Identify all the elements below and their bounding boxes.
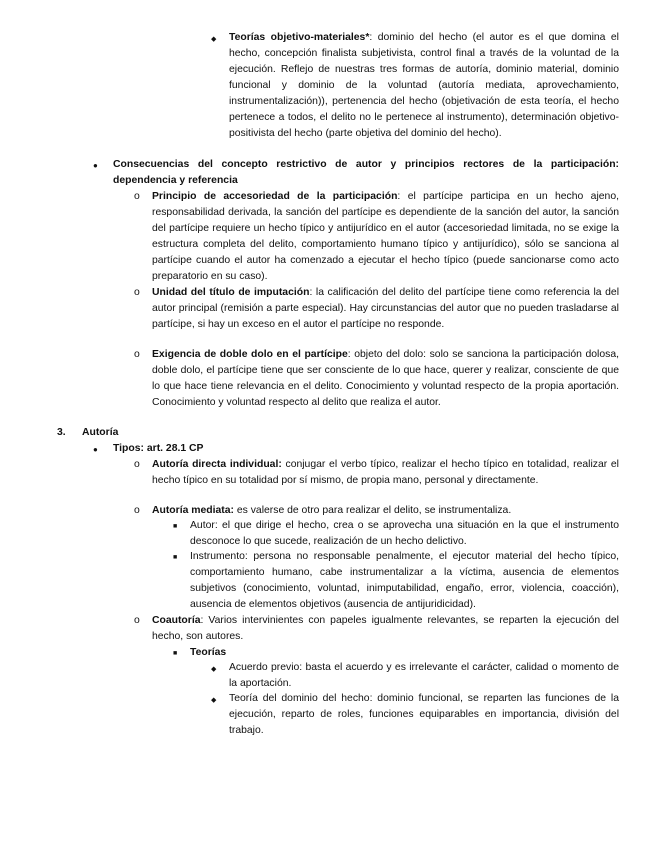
acuerdo-text: Acuerdo previo: basta el acuerdo y es irrelevante el carácter, calidad o momento de la aportación. bbox=[229, 662, 619, 689]
autoria-directa-term: Autoría directa individual: bbox=[152, 459, 282, 470]
circle-bullet-icon: o bbox=[134, 287, 140, 298]
autoria-mediata-item bbox=[152, 503, 619, 519]
autoria-directa-text: conjugar el verbo típico, realizar el hecho típico en totalidad, realizar el hecho típico en su totalidad por sí mismo, de propia mano, personal y directamente. bbox=[152, 459, 619, 486]
unidad-term: Unidad del título de imputación bbox=[152, 287, 310, 298]
unidad-text: : la calificación del delito del partícipe tiene como referencia la del autor principal (remisión a parte especial). Hay circunstancias del autor que no pueden trasladarse al partícipe, si hay un exceso en el autor el partícipe no responde. bbox=[152, 287, 620, 330]
instrumento-item bbox=[190, 549, 619, 613]
tipos-term: Tipos: art. 28.1 CP bbox=[113, 443, 204, 454]
square-bullet-icon: ■ bbox=[173, 650, 178, 657]
diamond-bullet-icon: ◆ bbox=[211, 36, 217, 43]
accesoriedad-text: : el partícipe participa en un hecho ajeno, responsabilidad derivada, la sanción del partícipe es dependiente de la sanción del autor, la sanción del partícipe requiere un hecho típico y antijurídico en el autor (accesoriedad limitada, no se exige la estructura completa del delito, comportamiento humano típico y antijurídico), sólo se sanciona al partícipe cuando el autor ha comenzado a ejecutar el hecho típico (puede sancionarse como acto preparatorio en su caso). bbox=[152, 191, 619, 282]
teorias-objetivo-item bbox=[229, 30, 619, 142]
tipos-heading bbox=[113, 441, 619, 457]
section-title: Autoría bbox=[82, 427, 119, 438]
teorias-objetivo-term: Teorías objetivo-materiales* bbox=[229, 32, 370, 43]
square-bullet-icon: ■ bbox=[173, 554, 178, 561]
circle-bullet-icon: o bbox=[134, 505, 140, 516]
accesoriedad-item bbox=[152, 189, 619, 285]
coautoria-term: Coautoría bbox=[152, 615, 201, 626]
circle-bullet-icon: o bbox=[134, 191, 140, 202]
doble-dolo-item bbox=[152, 347, 619, 411]
dominio-funcional-item bbox=[229, 691, 619, 739]
coautoria-text: : Varios intervinientes con papeles igualmente relevantes, se reparten la ejecución del hecho, son autores. bbox=[152, 615, 619, 642]
autor-text: Autor: el que dirige el hecho, crea o se aprovecha una situación en la que el instrumento desconoce lo que sucede, realización de un hecho delictivo. bbox=[190, 520, 619, 547]
consecuencias-heading bbox=[113, 157, 619, 189]
teorias-term: Teorías bbox=[190, 647, 227, 658]
coautoria-item bbox=[152, 613, 619, 645]
teorias-heading bbox=[190, 645, 619, 661]
accesoriedad-term: Principio de accesoriedad de la participación bbox=[152, 191, 398, 202]
circle-bullet-icon: o bbox=[134, 615, 140, 626]
doble-dolo-text: : objeto del dolo: solo se sanciona la participación dolosa, doble dolo, el partícipe tiene que ser consciente de lo que hace, querer y realizar, consciente de que lo que hace tiene relevancia en el delito. Conocimiento y voluntad respecto de la propia aportación. Conocimiento y voluntad respecto al delito que realiza el autor. bbox=[152, 349, 619, 408]
bullet-icon: ● bbox=[93, 445, 98, 454]
autoria-mediata-term: Autoría mediata: bbox=[152, 505, 234, 516]
diamond-bullet-icon: ◆ bbox=[211, 666, 217, 673]
instrumento-text: Instrumento: persona no responsable penalmente, el ejecutor material del hecho típico, comportamiento humano, cabe instrumentalizar a la víctima, ausencia de elementos subjetivos (conocimiento, voluntad, inimputabilidad, engaño, error, violencia, coacción), ausencia de elementos objetivos (ausencia de antijuridicidad). bbox=[190, 551, 619, 610]
teorias-objetivo-text: : dominio del hecho (el autor es el que domina el hecho, concepción finalista subjetivista, control final a través de la voluntad de la ejecución. Reflejo de nuestras tres formas de autoría, dominio material, dominio funcional y dominio de la voluntad (autoría mediata, aprovechamiento, instrumentalización)), pertenencia del hecho (objetivación de esta teoría, el hecho pertenece a todos, el delito no le pertenece al instrumento), determinación objetivo-positivista del hecho (parte objetiva del dominio del hecho). bbox=[229, 32, 619, 139]
doble-dolo-term: Exigencia de doble dolo en el partícipe bbox=[152, 349, 348, 360]
square-bullet-icon: ■ bbox=[173, 523, 178, 530]
dominio-funcional-text: Teoría del dominio del hecho: dominio funcional, se reparten las funciones de la ejecución, reparto de roles, funciones equiparables en importancia, división del trabajo. bbox=[229, 693, 619, 736]
diamond-bullet-icon: ◆ bbox=[211, 697, 217, 704]
section-number: 3. bbox=[57, 427, 66, 438]
acuerdo-item bbox=[229, 660, 619, 692]
bullet-icon: ● bbox=[93, 161, 98, 170]
unidad-item bbox=[152, 285, 619, 333]
autor-item bbox=[190, 518, 619, 550]
circle-bullet-icon: o bbox=[134, 349, 140, 360]
autoria-mediata-text: es valerse de otro para realizar el delito, se instrumentaliza. bbox=[233, 505, 512, 516]
circle-bullet-icon: o bbox=[134, 459, 140, 470]
autoria-directa-item bbox=[152, 457, 619, 489]
consecuencias-term: Consecuencias del concepto restrictivo de autor y principios rectores de la participación: dependencia y referencia bbox=[113, 159, 619, 186]
